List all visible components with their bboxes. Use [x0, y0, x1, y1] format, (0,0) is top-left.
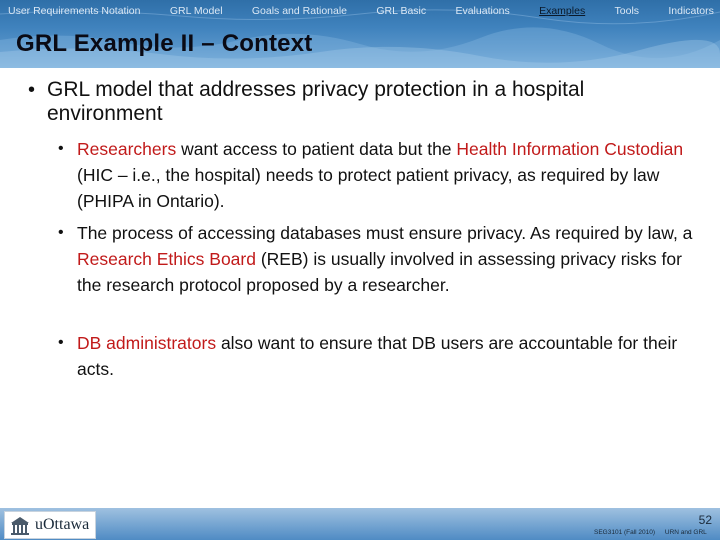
bullet-dot: • — [28, 79, 36, 101]
text-run: want access to patient data but the — [176, 139, 457, 159]
nav-item-evaluations[interactable]: Evaluations — [455, 5, 510, 17]
course-info — [594, 529, 715, 536]
nav-item-examples[interactable]: Examples — [539, 5, 586, 17]
nav-item-goals[interactable]: Goals and Rationale — [251, 5, 348, 17]
highlight-db-admins: DB administrators — [77, 333, 217, 353]
course-topic: URN and GRL — [664, 529, 707, 536]
sub-bullet — [58, 330, 708, 382]
building-icon — [9, 514, 31, 536]
highlight-researchers: Researchers — [77, 139, 177, 159]
sub-bullet-text — [58, 330, 708, 382]
slide-title: GRL Example II – Context — [16, 30, 313, 57]
nav-item-tools[interactable]: Tools — [614, 5, 640, 17]
logo-text: uOttawa — [35, 516, 90, 533]
sub-bullet — [58, 220, 708, 298]
text-run: The process of accessing databases must ensure privacy. As required by law, a — [77, 223, 693, 243]
university-logo — [4, 511, 96, 539]
sub-bullet-text — [58, 136, 708, 214]
highlight-reb: Research Ethics Board — [77, 249, 256, 269]
page-number: 52 — [698, 513, 712, 527]
sub-bullet-text — [58, 220, 708, 298]
header-banner — [0, 0, 720, 68]
main-bullet-text: GRL model that addresses privacy protection in a hospital environment — [47, 78, 585, 125]
nav-item-grl-model[interactable]: GRL Model — [169, 5, 223, 17]
main-bullet — [28, 78, 698, 126]
bullet-dot: • — [58, 140, 64, 157]
nav-item-grl-basic[interactable]: GRL Basic — [376, 5, 427, 17]
bullet-dot: • — [58, 334, 64, 351]
text-run: also want to ensure that DB users are accountable for their acts. — [77, 333, 678, 379]
text-run: (HIC – i.e., the hospital) needs to protect patient privacy, as required by law (PHIPA in Ontario). — [77, 165, 660, 211]
bullet-dot: • — [58, 224, 64, 241]
highlight-hic: Health Information Custodian — [456, 139, 684, 159]
section-nav — [0, 0, 720, 22]
nav-item-urn[interactable]: User Requirements Notation — [8, 5, 141, 17]
sub-bullet — [58, 136, 708, 214]
nav-item-indicators[interactable]: Indicators — [668, 5, 714, 17]
course-code: SEG3101 (Fall 2010) — [594, 529, 656, 536]
text-run: (REB) is usually involved in assessing privacy risks for the research protocol proposed by a researcher. — [77, 249, 682, 295]
